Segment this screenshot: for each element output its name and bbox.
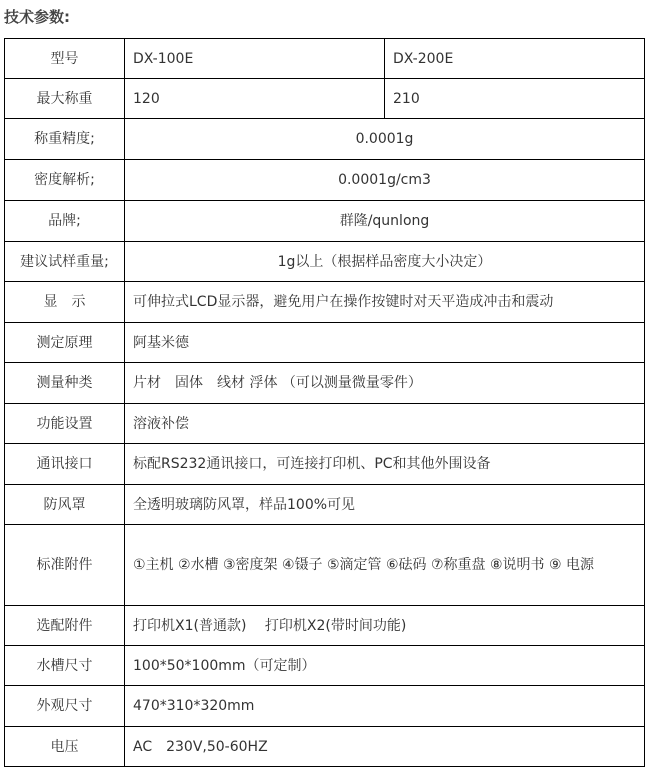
table-row bbox=[5, 444, 645, 485]
row-label: 功能设置 bbox=[5, 404, 125, 444]
row-value: 打印机X1(普通款) 打印机X2(带时间功能) bbox=[125, 606, 645, 646]
table-row bbox=[5, 485, 645, 525]
table-row bbox=[5, 525, 645, 606]
table-row bbox=[5, 646, 645, 686]
spec-table bbox=[4, 38, 645, 767]
row-label: 标准附件 bbox=[5, 525, 125, 606]
max-capacity-value: 210 bbox=[385, 79, 645, 119]
table-row bbox=[5, 119, 645, 160]
row-value: 全透明玻璃防风罩，样品100%可见 bbox=[125, 485, 645, 525]
row-value: 可伸拉式LCD显示器，避免用户在操作按键时对天平造成冲击和震动 bbox=[125, 282, 645, 323]
row-label: 型号 bbox=[5, 39, 125, 79]
section-heading: 技术参数: bbox=[4, 8, 70, 26]
row-label: 选配附件 bbox=[5, 606, 125, 646]
table-row bbox=[5, 363, 645, 404]
table-row bbox=[5, 242, 645, 282]
row-value: 1g以上（根据样品密度大小决定） bbox=[125, 242, 645, 282]
row-label: 品牌; bbox=[5, 201, 125, 242]
table-row bbox=[5, 727, 645, 767]
model-value: DX-200E bbox=[385, 39, 645, 79]
row-label: 建议试样重量; bbox=[5, 242, 125, 282]
row-label: 防风罩 bbox=[5, 485, 125, 525]
row-value: 片材 固体 线材 浮体 （可以测量微量零件） bbox=[125, 363, 645, 404]
table-row bbox=[5, 686, 645, 727]
row-value: 标配RS232通讯接口，可连接打印机、PC和其他外围设备 bbox=[125, 444, 645, 485]
row-label: 最大称重 bbox=[5, 79, 125, 119]
table-row bbox=[5, 160, 645, 201]
row-label: 称重精度; bbox=[5, 119, 125, 160]
row-value: 0.0001g/cm3 bbox=[125, 160, 645, 201]
row-value: AC 230V,50-60HZ bbox=[125, 727, 645, 767]
row-value: ①主机 ②水槽 ③密度架 ④镊子 ⑤滴定管 ⑥砝码 ⑦称重盘 ⑧说明书 ⑨ 电源 bbox=[125, 525, 645, 606]
table-row bbox=[5, 39, 645, 79]
row-label: 测定原理 bbox=[5, 323, 125, 363]
row-value: 100*50*100mm（可定制） bbox=[125, 646, 645, 686]
row-value: 阿基米德 bbox=[125, 323, 645, 363]
model-value: DX-100E bbox=[125, 39, 385, 79]
row-label: 外观尺寸 bbox=[5, 686, 125, 727]
row-label: 密度解析; bbox=[5, 160, 125, 201]
row-value: 470*310*320mm bbox=[125, 686, 645, 727]
table-row bbox=[5, 79, 645, 119]
table-row bbox=[5, 404, 645, 444]
table-row bbox=[5, 282, 645, 323]
row-label: 电压 bbox=[5, 727, 125, 767]
row-label: 水槽尺寸 bbox=[5, 646, 125, 686]
row-label: 测量种类 bbox=[5, 363, 125, 404]
row-value: 0.0001g bbox=[125, 119, 645, 160]
max-capacity-value: 120 bbox=[125, 79, 385, 119]
row-value: 群隆/qunlong bbox=[125, 201, 645, 242]
row-label: 通讯接口 bbox=[5, 444, 125, 485]
table-row bbox=[5, 201, 645, 242]
row-label: 显 示 bbox=[5, 282, 125, 323]
table-row bbox=[5, 606, 645, 646]
row-value: 溶液补偿 bbox=[125, 404, 645, 444]
table-row bbox=[5, 323, 645, 363]
